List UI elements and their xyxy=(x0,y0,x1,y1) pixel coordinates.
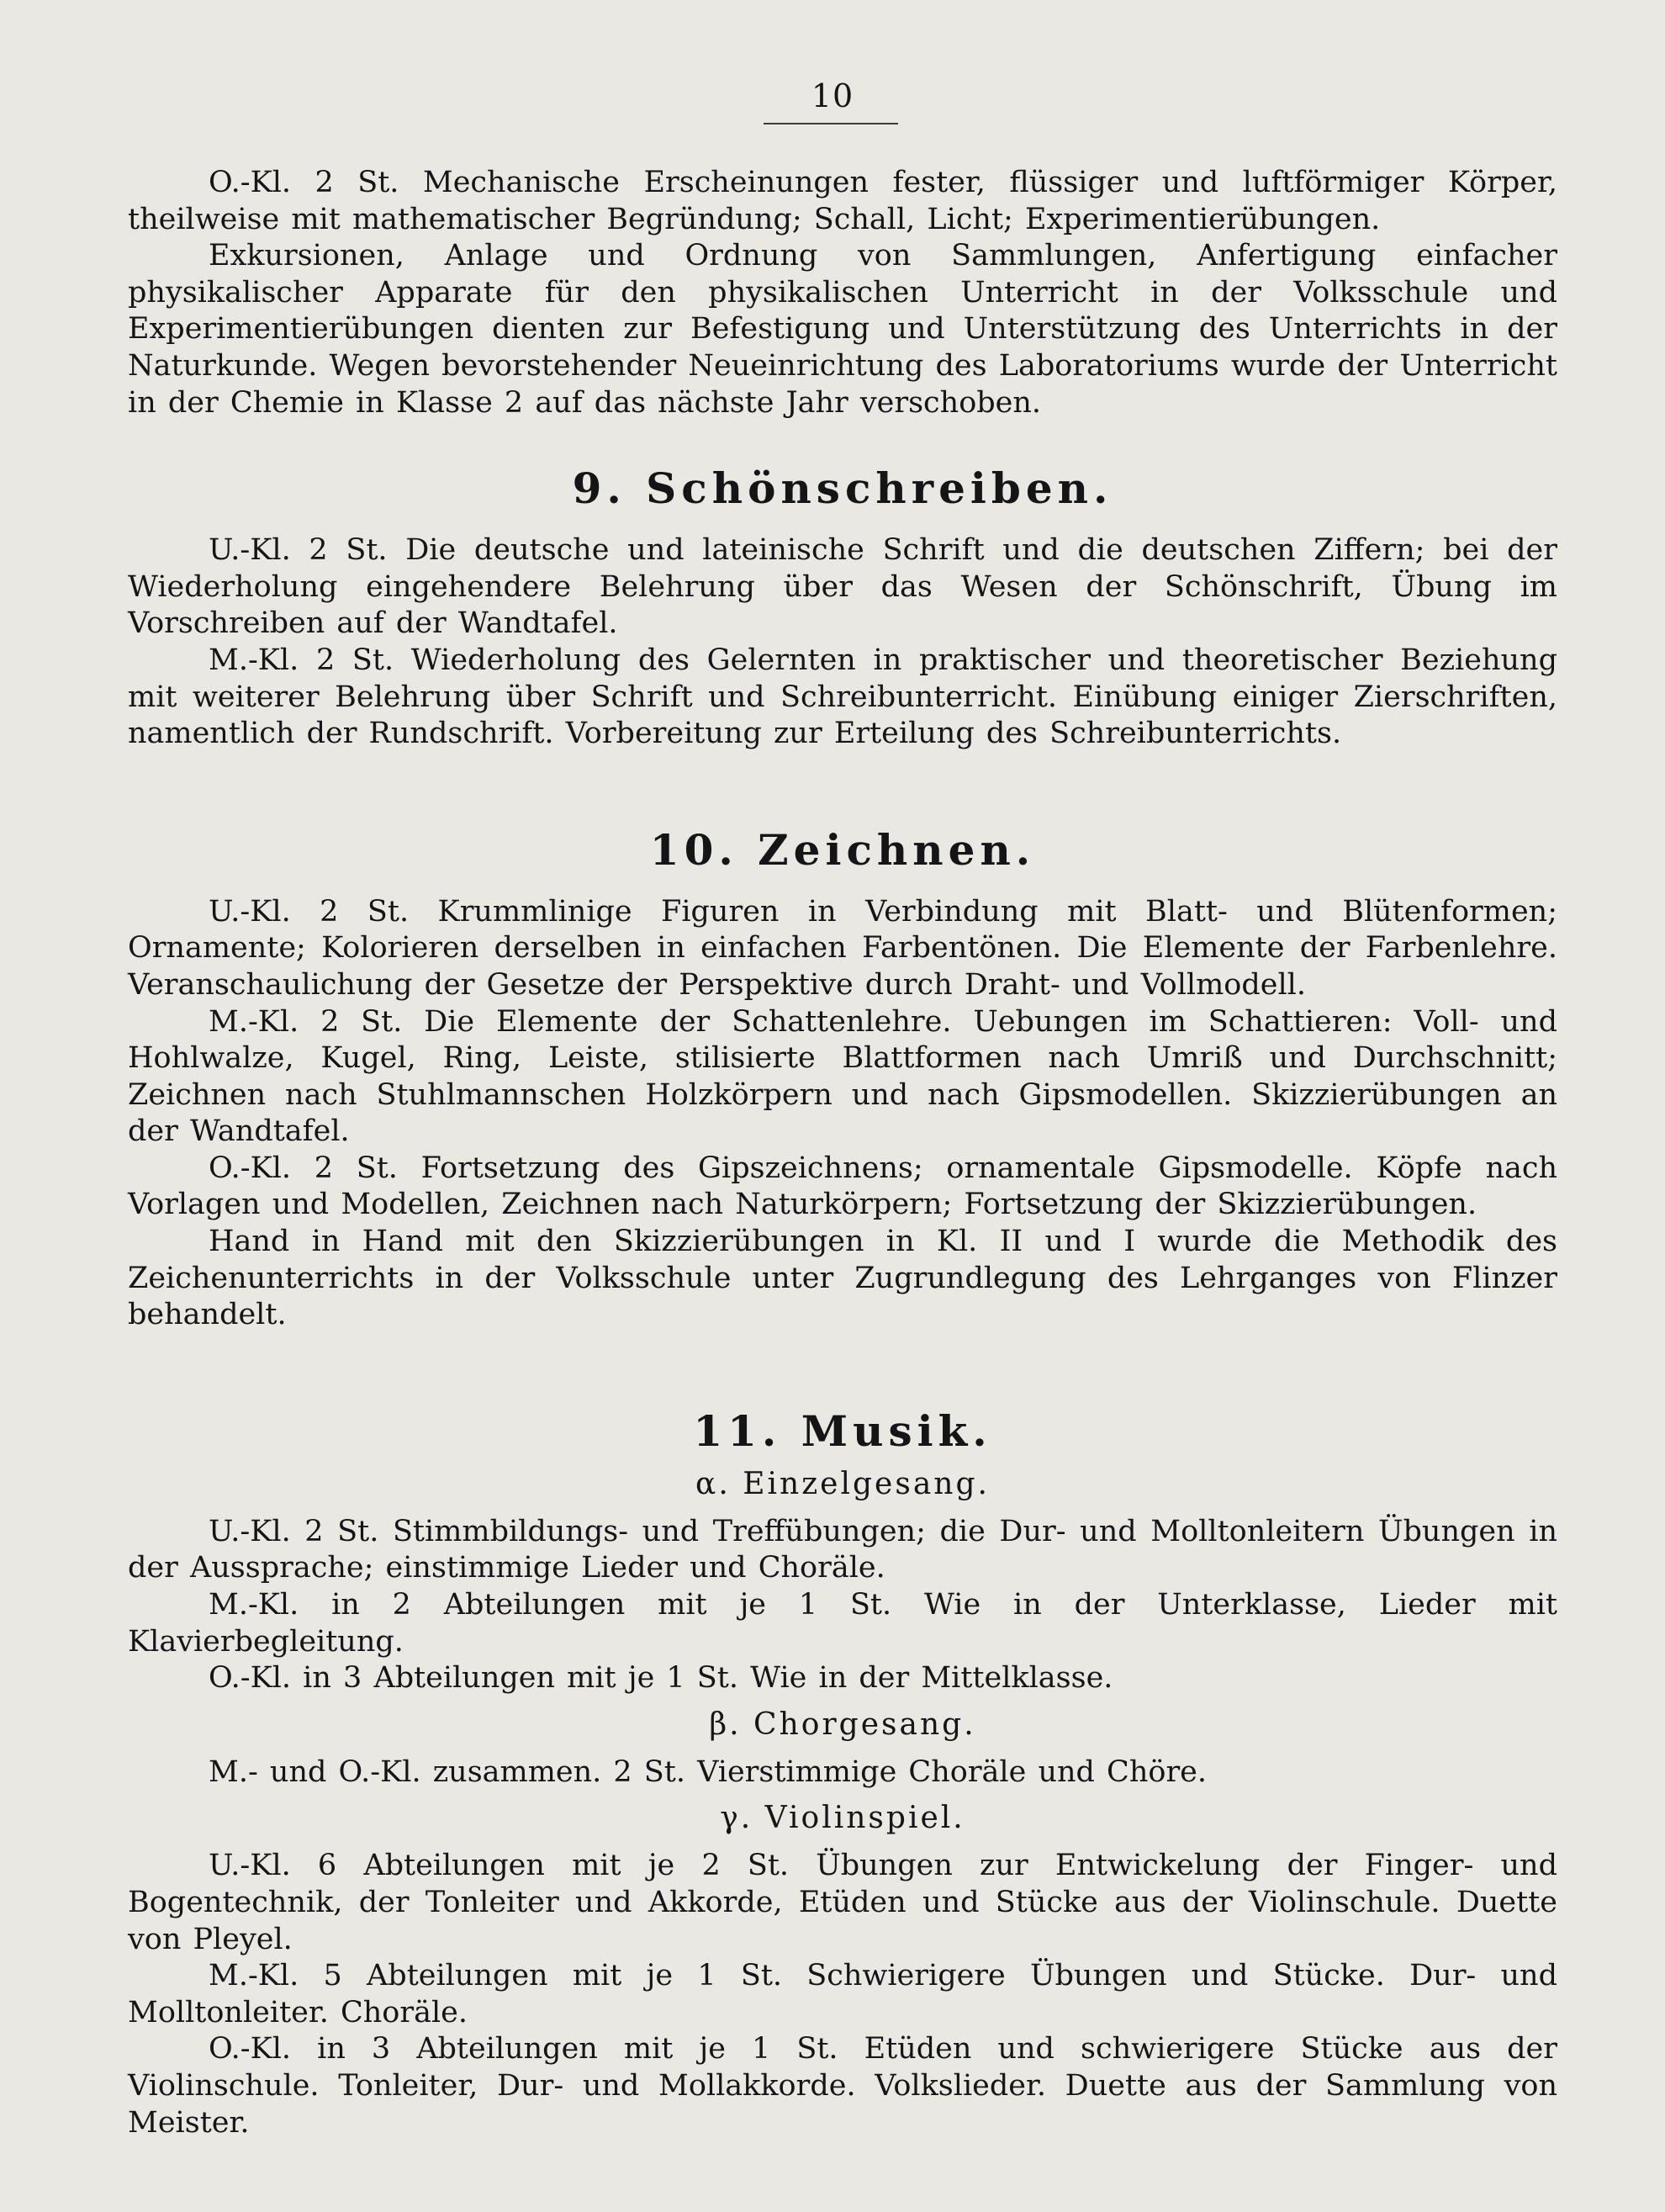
excursions-paragraph: Exkursionen, Anlage und Ordnung von Sammlungen, Anfertigung einfacher physikalischer Apparate für den physikalischen Unterricht in der Volksschule und Experimentierübungen dienten zur Befestigung und Unterstützung des Unterrichts in der Naturkunde. Wegen bevorstehender Neueinrichtung des Laboratoriums wurde der Unterricht in der Chemie in Klasse 2 auf das nächste Jahr verschoben. xyxy=(128,239,1557,420)
subheading-chorgesang: β. Chorgesang. xyxy=(709,1707,976,1742)
violinspiel-middle-class-paragraph: M.-Kl. 5 Abteilungen mit je 1 St. Schwierigere Übungen und Stücke. Dur- und Molltonleiter. Choräle. xyxy=(128,1959,1557,2029)
einzelgesang-middle-class-paragraph: M.-Kl. in 2 Abteilungen mit je 1 St. Wie in der Unterklasse, Lieder mit Klavierbegleitung. xyxy=(128,1588,1557,1659)
section-heading-zeichnen: 10. Zeichnen. xyxy=(649,824,1036,875)
section-heading-musik: 11. Musik. xyxy=(693,1405,992,1456)
page-number: 10 xyxy=(811,77,854,114)
zeichnen-upper-class-paragraph: O.-Kl. 2 St. Fortsetzung des Gipszeichnens; ornamentale Gipsmodelle. Köpfe nach Vorlagen und Modellen, Zeichnen nach Naturkörpern; Fortsetzung der Skizzierübungen. xyxy=(128,1151,1557,1222)
section-heading-schoenschreiben: 9. Schönschreiben. xyxy=(572,463,1113,514)
subheading-violinspiel: γ. Violinspiel. xyxy=(720,1801,965,1836)
page-number-rule xyxy=(764,123,898,124)
chorgesang-paragraph: M.- und O.-Kl. zusammen. 2 St. Vierstimmige Choräle und Chöre. xyxy=(209,1754,1208,1789)
zeichnen-method-paragraph: Hand in Hand mit den Skizzierübungen in Kl. II und I wurde die Methodik des Zeichenunterrichts in der Volksschule unter Zugrundlegung des Lehrganges von Flinzer behandelt. xyxy=(128,1225,1557,1332)
page-body xyxy=(128,165,1557,2141)
violinspiel-upper-class-paragraph: O.-Kl. in 3 Abteilungen mit je 1 St. Etüden und schwierigere Stücke aus der Violinschule. Tonleiter, Dur- und Mollakkorde. Volkslieder. Duette aus der Sammlung von Meister. xyxy=(128,2032,1557,2140)
schoenschreiben-lower-class-paragraph: U.-Kl. 2 St. Die deutsche und lateinische Schrift und die deutschen Ziffern; bei der Wiederholung eingehendere Belehrung über das Wesen der Schönschrift, Übung im Vorschreiben auf der Wandtafel. xyxy=(128,533,1557,641)
einzelgesang-lower-class-paragraph: U.-Kl. 2 St. Stimmbildungs- und Treffübungen; die Dur- und Molltonleitern Übungen in der Aussprache; einstimmige Lieder und Choräle. xyxy=(128,1514,1557,1585)
physics-upper-class-paragraph: O.-Kl. 2 St. Mechanische Erscheinungen fester, flüssiger und luftförmiger Körper, theilweise mit mathematischer Begründung; Schall, Licht; Experimentierübungen. xyxy=(128,166,1557,236)
zeichnen-lower-class-paragraph: U.-Kl. 2 St. Krummlinige Figuren in Verbindung mit Blatt- und Blütenformen; Ornamente; Kolorieren derselben in einfachen Farbentönen. Die Elemente der Farbenlehre. Veranschaulichung der Gesetze der Perspektive durch Draht- und Vollmodell. xyxy=(128,894,1557,1002)
subheading-einzelgesang: α. Einzelgesang. xyxy=(695,1466,990,1501)
zeichnen-middle-class-paragraph: M.-Kl. 2 St. Die Elemente der Schattenlehre. Uebungen im Schattieren: Voll- und Hohlwalze, Kugel, Ring, Leiste, stilisierte Blattformen nach Umriß und Durchschnitt; Zeichnen nach Stuhlmannschen Holzkörpern und nach Gipsmodellen. Skizzierübungen an der Wandtafel. xyxy=(128,1004,1557,1149)
violinspiel-lower-class-paragraph: U.-Kl. 6 Abteilungen mit je 2 St. Übungen zur Entwickelung der Finger- und Bogentechnik, der Tonleiter und Akkorde, Etüden und Stücke aus der Violinschule. Duette von Pleyel. xyxy=(128,1849,1557,1956)
schoenschreiben-middle-class-paragraph: M.-Kl. 2 St. Wiederholung des Gelernten in praktischer und theoretischer Beziehung mit weiterer Belehrung über Schrift und Schreibunterricht. Einübung einiger Zierschriften, namentlich der Rundschrift. Vorbereitung zur Erteilung des Schreibunterrichts. xyxy=(128,643,1557,751)
einzelgesang-upper-class-paragraph: O.-Kl. in 3 Abteilungen mit je 1 St. Wie in der Mittelklasse. xyxy=(209,1661,1113,1696)
